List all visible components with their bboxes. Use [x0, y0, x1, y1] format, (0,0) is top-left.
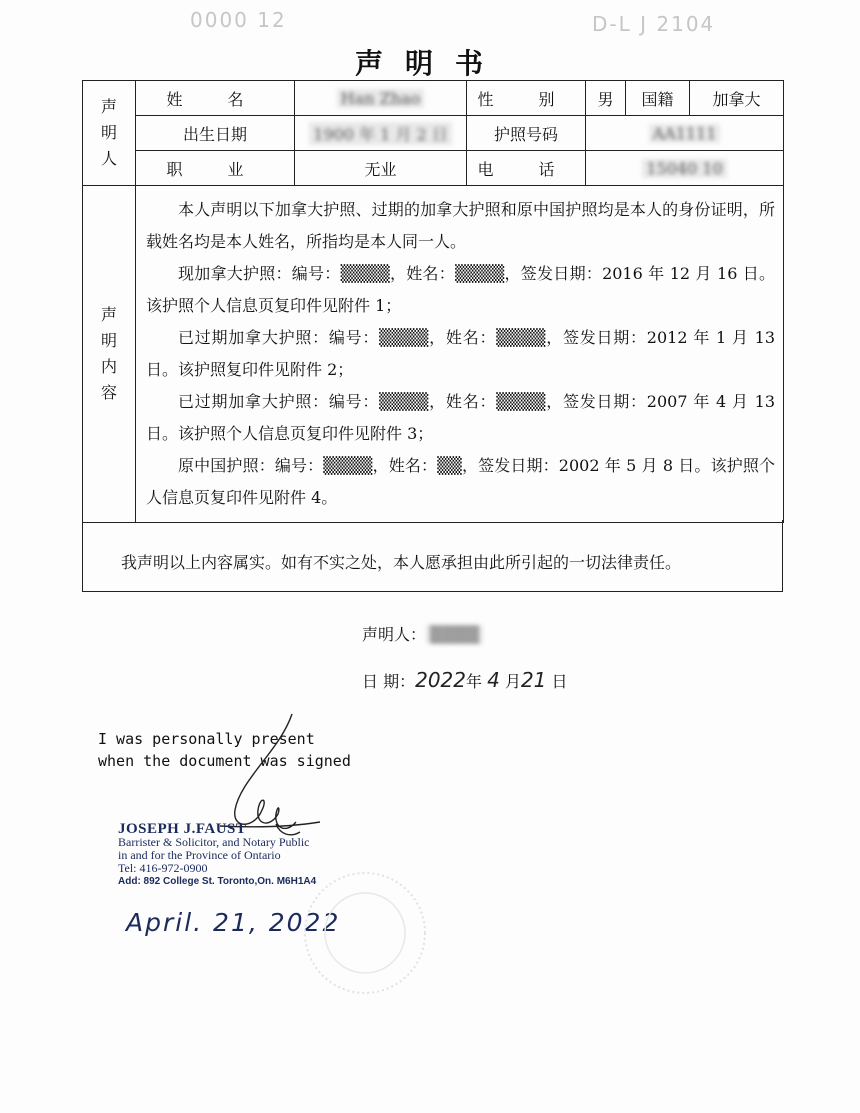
passport-value: AA1111 [586, 116, 784, 151]
declarant-section-label: 声 明 人 [83, 81, 136, 186]
header-scribble-right: D-L J 2104 [592, 12, 716, 36]
phone-value: 15040 10 [586, 151, 784, 186]
embossed-seal [300, 868, 430, 998]
occupation-label: 职 业 [136, 151, 295, 186]
gender-label: 性 别 [467, 81, 586, 116]
content-paragraph: 现加拿大护照：编号：▒▒▒▒，姓名：▒▒▒▒，签发日期：2016 年 12 月 16 日。该护照个人信息页复印件见附件 1； [146, 264, 775, 315]
occupation-value: 无业 [295, 151, 467, 186]
header-scribble-left: 0000 12 [190, 8, 287, 32]
declarant-signature: ▒▒▒▒ [426, 625, 483, 644]
content-paragraph: 已过期加拿大护照：编号：▒▒▒▒，姓名：▒▒▒▒，签发日期：2007 年 4 月 13 日。该护照个人信息页复印件见附件 3； [146, 392, 775, 443]
declarant-label: 声明人： [362, 625, 427, 644]
nationality-label: 国籍 [626, 81, 690, 116]
gender-value: 男 [586, 81, 626, 116]
notary-handwritten-date: April. 21, 2022 [126, 908, 341, 937]
date-day: 21 [520, 668, 547, 692]
dob-value: 1900 年 1 月 2 日 [295, 116, 467, 151]
name-value: Han Zhao [295, 81, 467, 116]
date-month: 4 [487, 668, 500, 692]
content-paragraph: 本人声明以下加拿大护照、过期的加拿大护照和原中国护照均是本人的身份证明，所载姓名均是本人姓名，所指均是本人同一人。 [146, 200, 775, 251]
nationality-value: 加拿大 [690, 81, 784, 116]
statement-text: 我声明以上内容属实。如有不实之处，本人愿承担由此所引起的一切法律责任。 [121, 553, 682, 572]
form-row-name [83, 81, 784, 116]
date-label: 日 期： [362, 672, 416, 691]
name-label: 姓 名 [136, 81, 295, 116]
declaration-form [82, 80, 784, 523]
date-year: 2022 [415, 668, 466, 692]
content-paragraph: 原中国护照：编号：▒▒▒▒，姓名：▒▒，签发日期：2002 年 5 月 8 日。该护照个人信息页复印件见附件 4。 [146, 456, 775, 507]
content-body [136, 186, 784, 523]
declarant-signature-line [362, 622, 483, 645]
form-row-occupation [83, 151, 784, 186]
phone-label: 电 话 [467, 151, 586, 186]
date-line: 日 期：2022年 4 月21 日 [362, 668, 568, 692]
dob-label: 出生日期 [136, 116, 295, 151]
statement-box [82, 520, 783, 592]
content-section-label: 声 明 内 容 [83, 186, 136, 523]
passport-label: 护照号码 [467, 116, 586, 151]
form-row-content [83, 186, 784, 523]
content-paragraph: 已过期加拿大护照：编号：▒▒▒▒，姓名：▒▒▒▒，签发日期：2012 年 1 月 13 日。该护照复印件见附件 2； [146, 328, 775, 379]
notary-note: I was personally present when the document was signed [98, 730, 351, 770]
form-row-dob [83, 116, 784, 151]
notary-stamp: JOSEPH J.FAUST Barrister & Solicitor, and Notary Public in and for the Province of Ontario Tel: 416-972-0900 Add: 892 College St. Toronto,On. M6H1A4 [118, 821, 317, 887]
document-title: 声明书 [354, 47, 505, 80]
